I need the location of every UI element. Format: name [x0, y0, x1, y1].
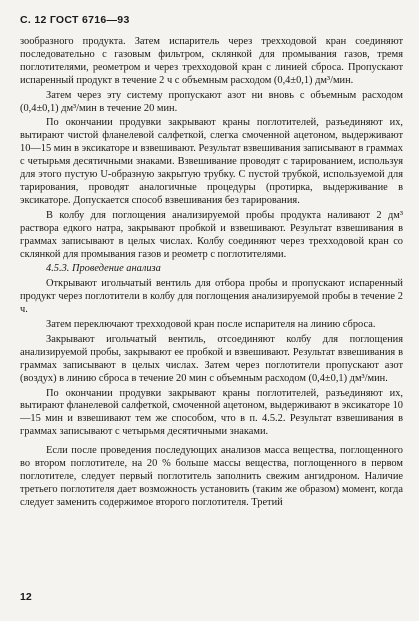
section-heading: 4.5.3. Проведение анализа [46, 263, 161, 275]
page-header: С. 12 ГОСТ 6716—93 [20, 14, 130, 26]
paragraph: Закрывают игольчатый вентиль, отсоединяют колбу для поглощения анализируемой пробы, закрывают ее пробкой и взвешивают. Результат взвешивания в граммах записывают в целых числах. Затем через поглотители пропускают азот (воздух) в линию сброса в течение 20 мин с объемным расходом (0,4±0,1) дм³/мин. [20, 333, 403, 384]
page-number: 12 [20, 591, 32, 603]
paragraph: Открывают игольчатый вентиль для отбора пробы и пропускают испаренный продукт через поглотители в колбу для поглощения анализируемой пробы в течение 2 ч. [20, 278, 403, 316]
paragraph: Затем через эту систему пропускают азот ни вновь с объемным расходом (0,4±0,1) дм³/мин в течение 20 мин. [20, 89, 403, 114]
paragraph: Если после проведения последующих анализов масса вещества, поглощенного во втором поглотителе, на 20 % больше массы вещества, поглощенного в первом поглотителе, следует первый поглотитель заполнить свежим ангидроном. Наличие третьего поглотителя дает возможность установить (таким же образом) момент, когда следует заменить содержимое второго поглотителя. Третий [20, 445, 403, 508]
paragraph: Затем переключают трехходовой кран после испарителя на линию сброса. [46, 319, 376, 331]
paragraph: По окончании продувки закрывают краны поглотителей, разъединяют их, вытирают фланелевой салфеткой, смоченной ацетоном, выдерживают в эксикаторе 10—15 мин и взвешивают тем же способом, что в п. 4.5.2. Результат взвешивания в граммах записывают с четырьмя десятичными знаками. [20, 387, 403, 438]
document-body [20, 36, 403, 512]
paragraph: В колбу для поглощения анализируемой пробы продукта наливают 2 дм³ раствора едкого натра, закрывают пробкой и взвешивают. Результат взвешивания в граммах записывают в целых числах. Колбу соединяют через трехходовой кран со склянкой для промывания газов и реометр с поглотителями. [20, 209, 403, 260]
paragraph: По окончании продувки закрывают краны поглотителей, разъединяют их, вытирают чистой фланелевой салфеткой, слегка смоченной ацетоном, выдерживают 10—15 мин в эксикаторе и взвешивают. Результат взвешивания записывают в граммах с четырьмя десятичными знаками. Взвешивание проводят с тарированием, используя для этого пустую U-образную закрытую трубку. С пустой трубкой, используемой для тарирования, проводят аналогичные процедуры (протирка, выдерживание в эксикаторе. Допускается способ взвешивания без тарирования. [20, 117, 403, 206]
paragraph-continued: зообразного продукта. Затем испаритель через трехходовой кран соединяют последовательно с газовым фильтром, склянкой для промывания газов, тремя поглотителями, реометром и через трехходовой кран с линией сброса. Пропускают испаренный продукт в течение 2 ч с объемным расходом (0,4±0,1) дм³/мин. [20, 36, 403, 86]
